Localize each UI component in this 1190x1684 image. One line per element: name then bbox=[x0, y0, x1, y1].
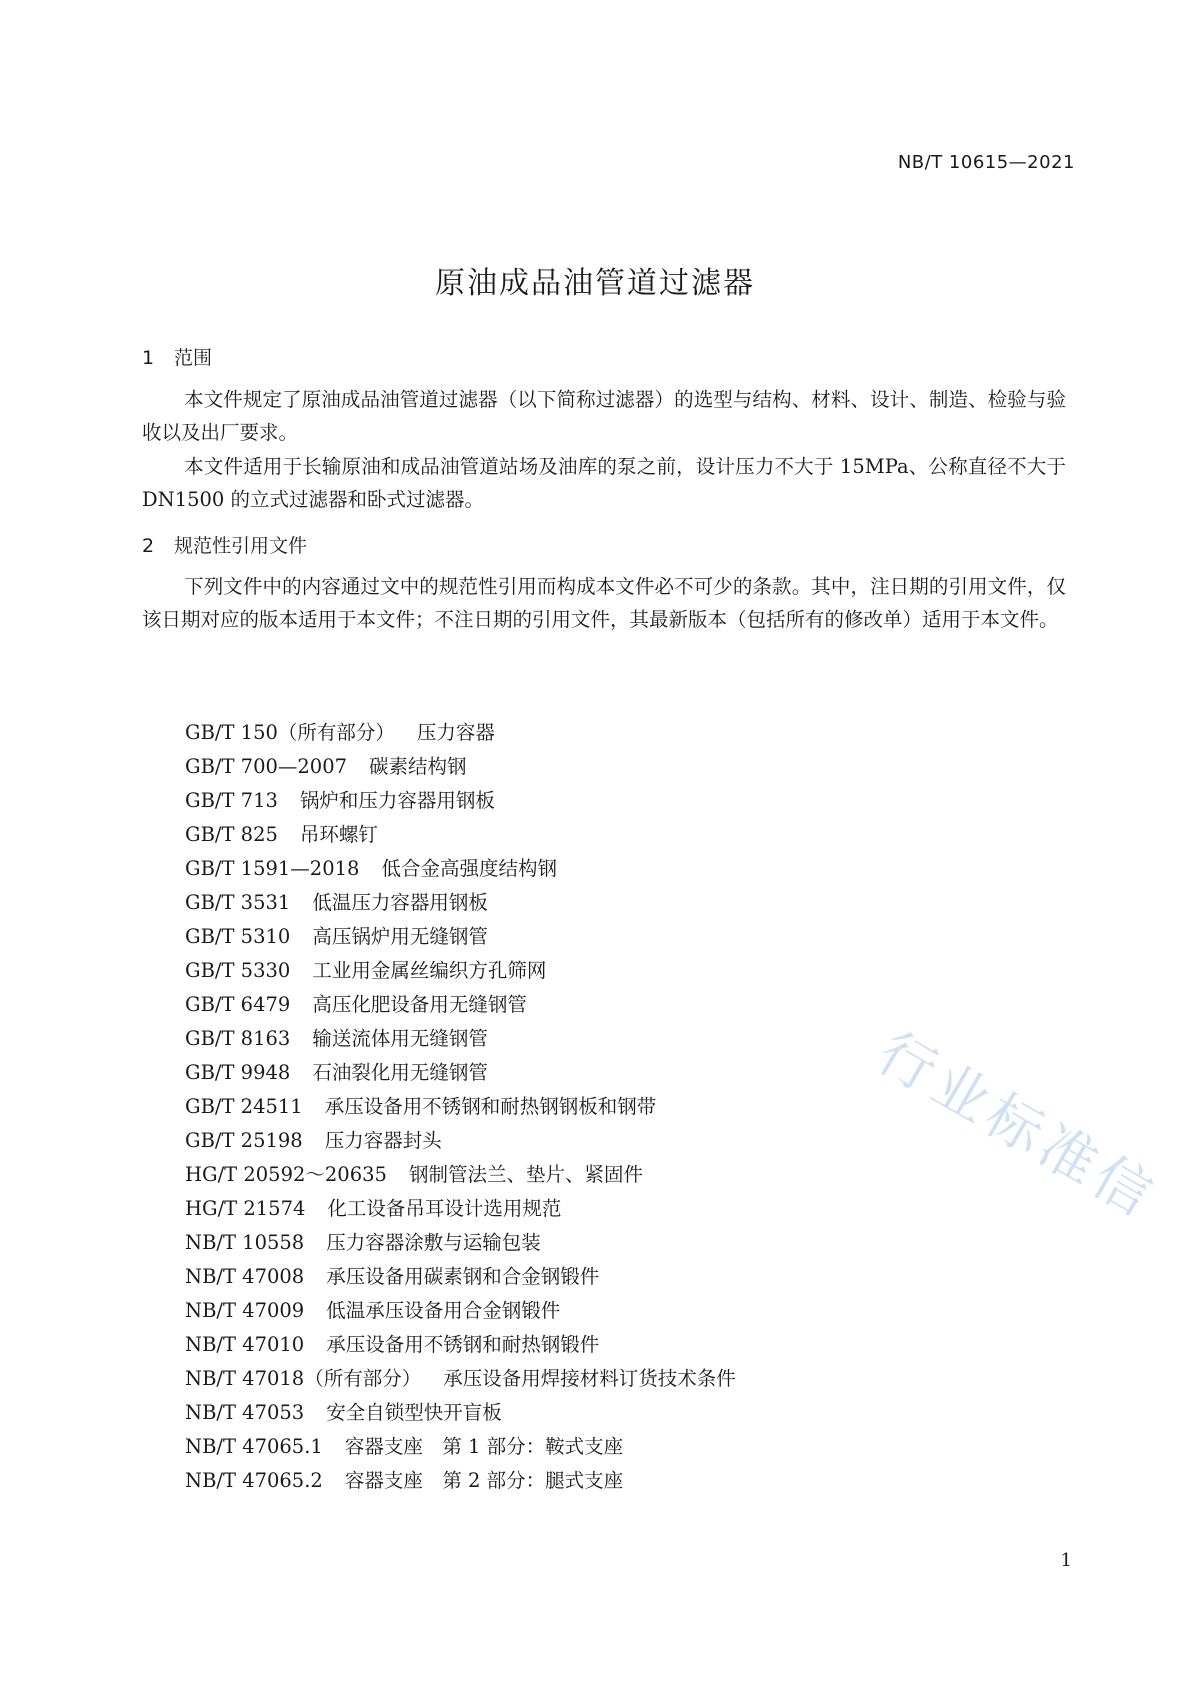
reference-item: NB/T 10558 压力容器涂敷与运输包装 bbox=[185, 1231, 541, 1254]
watermark: 行业标准信 bbox=[866, 1020, 1168, 1232]
reference-item: GB/T 8163 输送流体用无缝钢管 bbox=[185, 1027, 488, 1050]
section-2-title: 规范性引用文件 bbox=[174, 535, 308, 557]
reference-item: NB/T 47010 承压设备用不锈钢和耐热钢锻件 bbox=[185, 1333, 600, 1356]
reference-item: NB/T 47018（所有部分） 承压设备用焊接材料订货技术条件 bbox=[185, 1367, 736, 1390]
reference-item: NB/T 47065.2 容器支座 第 2 部分：腿式支座 bbox=[185, 1469, 624, 1492]
reference-item: GB/T 6479 高压化肥设备用无缝钢管 bbox=[185, 993, 527, 1016]
section-1-paragraph-1: 本文件规定了原油成品油管道过滤器（以下简称过滤器）的选型与结构、材料、设计、制造、检验与验收以及出厂要求。 bbox=[142, 388, 1066, 444]
section-2-number: 2 bbox=[142, 535, 155, 557]
reference-item: GB/T 713 锅炉和压力容器用钢板 bbox=[185, 789, 495, 812]
section-1-number: 1 bbox=[142, 347, 155, 369]
reference-item: GB/T 150（所有部分） 压力容器 bbox=[185, 721, 495, 744]
reference-item: HG/T 21574 化工设备吊耳设计选用规范 bbox=[185, 1197, 562, 1220]
reference-list bbox=[185, 716, 736, 1498]
reference-item: HG/T 20592～20635 钢制管法兰、垫片、紧固件 bbox=[185, 1163, 643, 1186]
reference-item: GB/T 1591—2018 低合金高强度结构钢 bbox=[185, 857, 557, 880]
section-1-paragraph-2: 本文件适用于长输原油和成品油管道站场及油库的泵之前，设计压力不大于 15MPa、公称直径不大于 DN1500 的立式过滤器和卧式过滤器。 bbox=[142, 455, 1066, 511]
reference-item: GB/T 825 吊环螺钉 bbox=[185, 823, 378, 846]
reference-item: GB/T 3531 低温压力容器用钢板 bbox=[185, 891, 488, 914]
document-title: 原油成品油管道过滤器 bbox=[435, 266, 755, 301]
reference-item: GB/T 700—2007 碳素结构钢 bbox=[185, 755, 467, 778]
reference-item: GB/T 25198 压力容器封头 bbox=[185, 1129, 442, 1152]
reference-item: GB/T 9948 石油裂化用无缝钢管 bbox=[185, 1061, 488, 1084]
page-number: 1 bbox=[1060, 1550, 1072, 1571]
section-2-intro: 下列文件中的内容通过文中的规范性引用而构成本文件必不可少的条款。其中，注日期的引用文件，仅该日期对应的版本适用于本文件；不注日期的引用文件，其最新版本（包括所有的修改单）适用于本文件。 bbox=[142, 575, 1066, 631]
reference-item: GB/T 5330 工业用金属丝编织方孔筛网 bbox=[185, 959, 547, 982]
reference-item: GB/T 5310 高压锅炉用无缝钢管 bbox=[185, 925, 488, 948]
reference-item: GB/T 24511 承压设备用不锈钢和耐热钢钢板和钢带 bbox=[185, 1095, 657, 1118]
section-1-title: 范围 bbox=[174, 347, 213, 369]
section-1-heading bbox=[142, 343, 212, 370]
reference-item: NB/T 47009 低温承压设备用合金钢锻件 bbox=[185, 1299, 561, 1322]
reference-item: NB/T 47053 安全自锁型快开盲板 bbox=[185, 1401, 502, 1424]
section-2-heading bbox=[142, 531, 307, 558]
reference-item: NB/T 47065.1 容器支座 第 1 部分：鞍式支座 bbox=[185, 1435, 624, 1458]
reference-item: NB/T 47008 承压设备用碳素钢和合金钢锻件 bbox=[185, 1265, 600, 1288]
standard-number: NB/T 10615—2021 bbox=[897, 152, 1075, 173]
